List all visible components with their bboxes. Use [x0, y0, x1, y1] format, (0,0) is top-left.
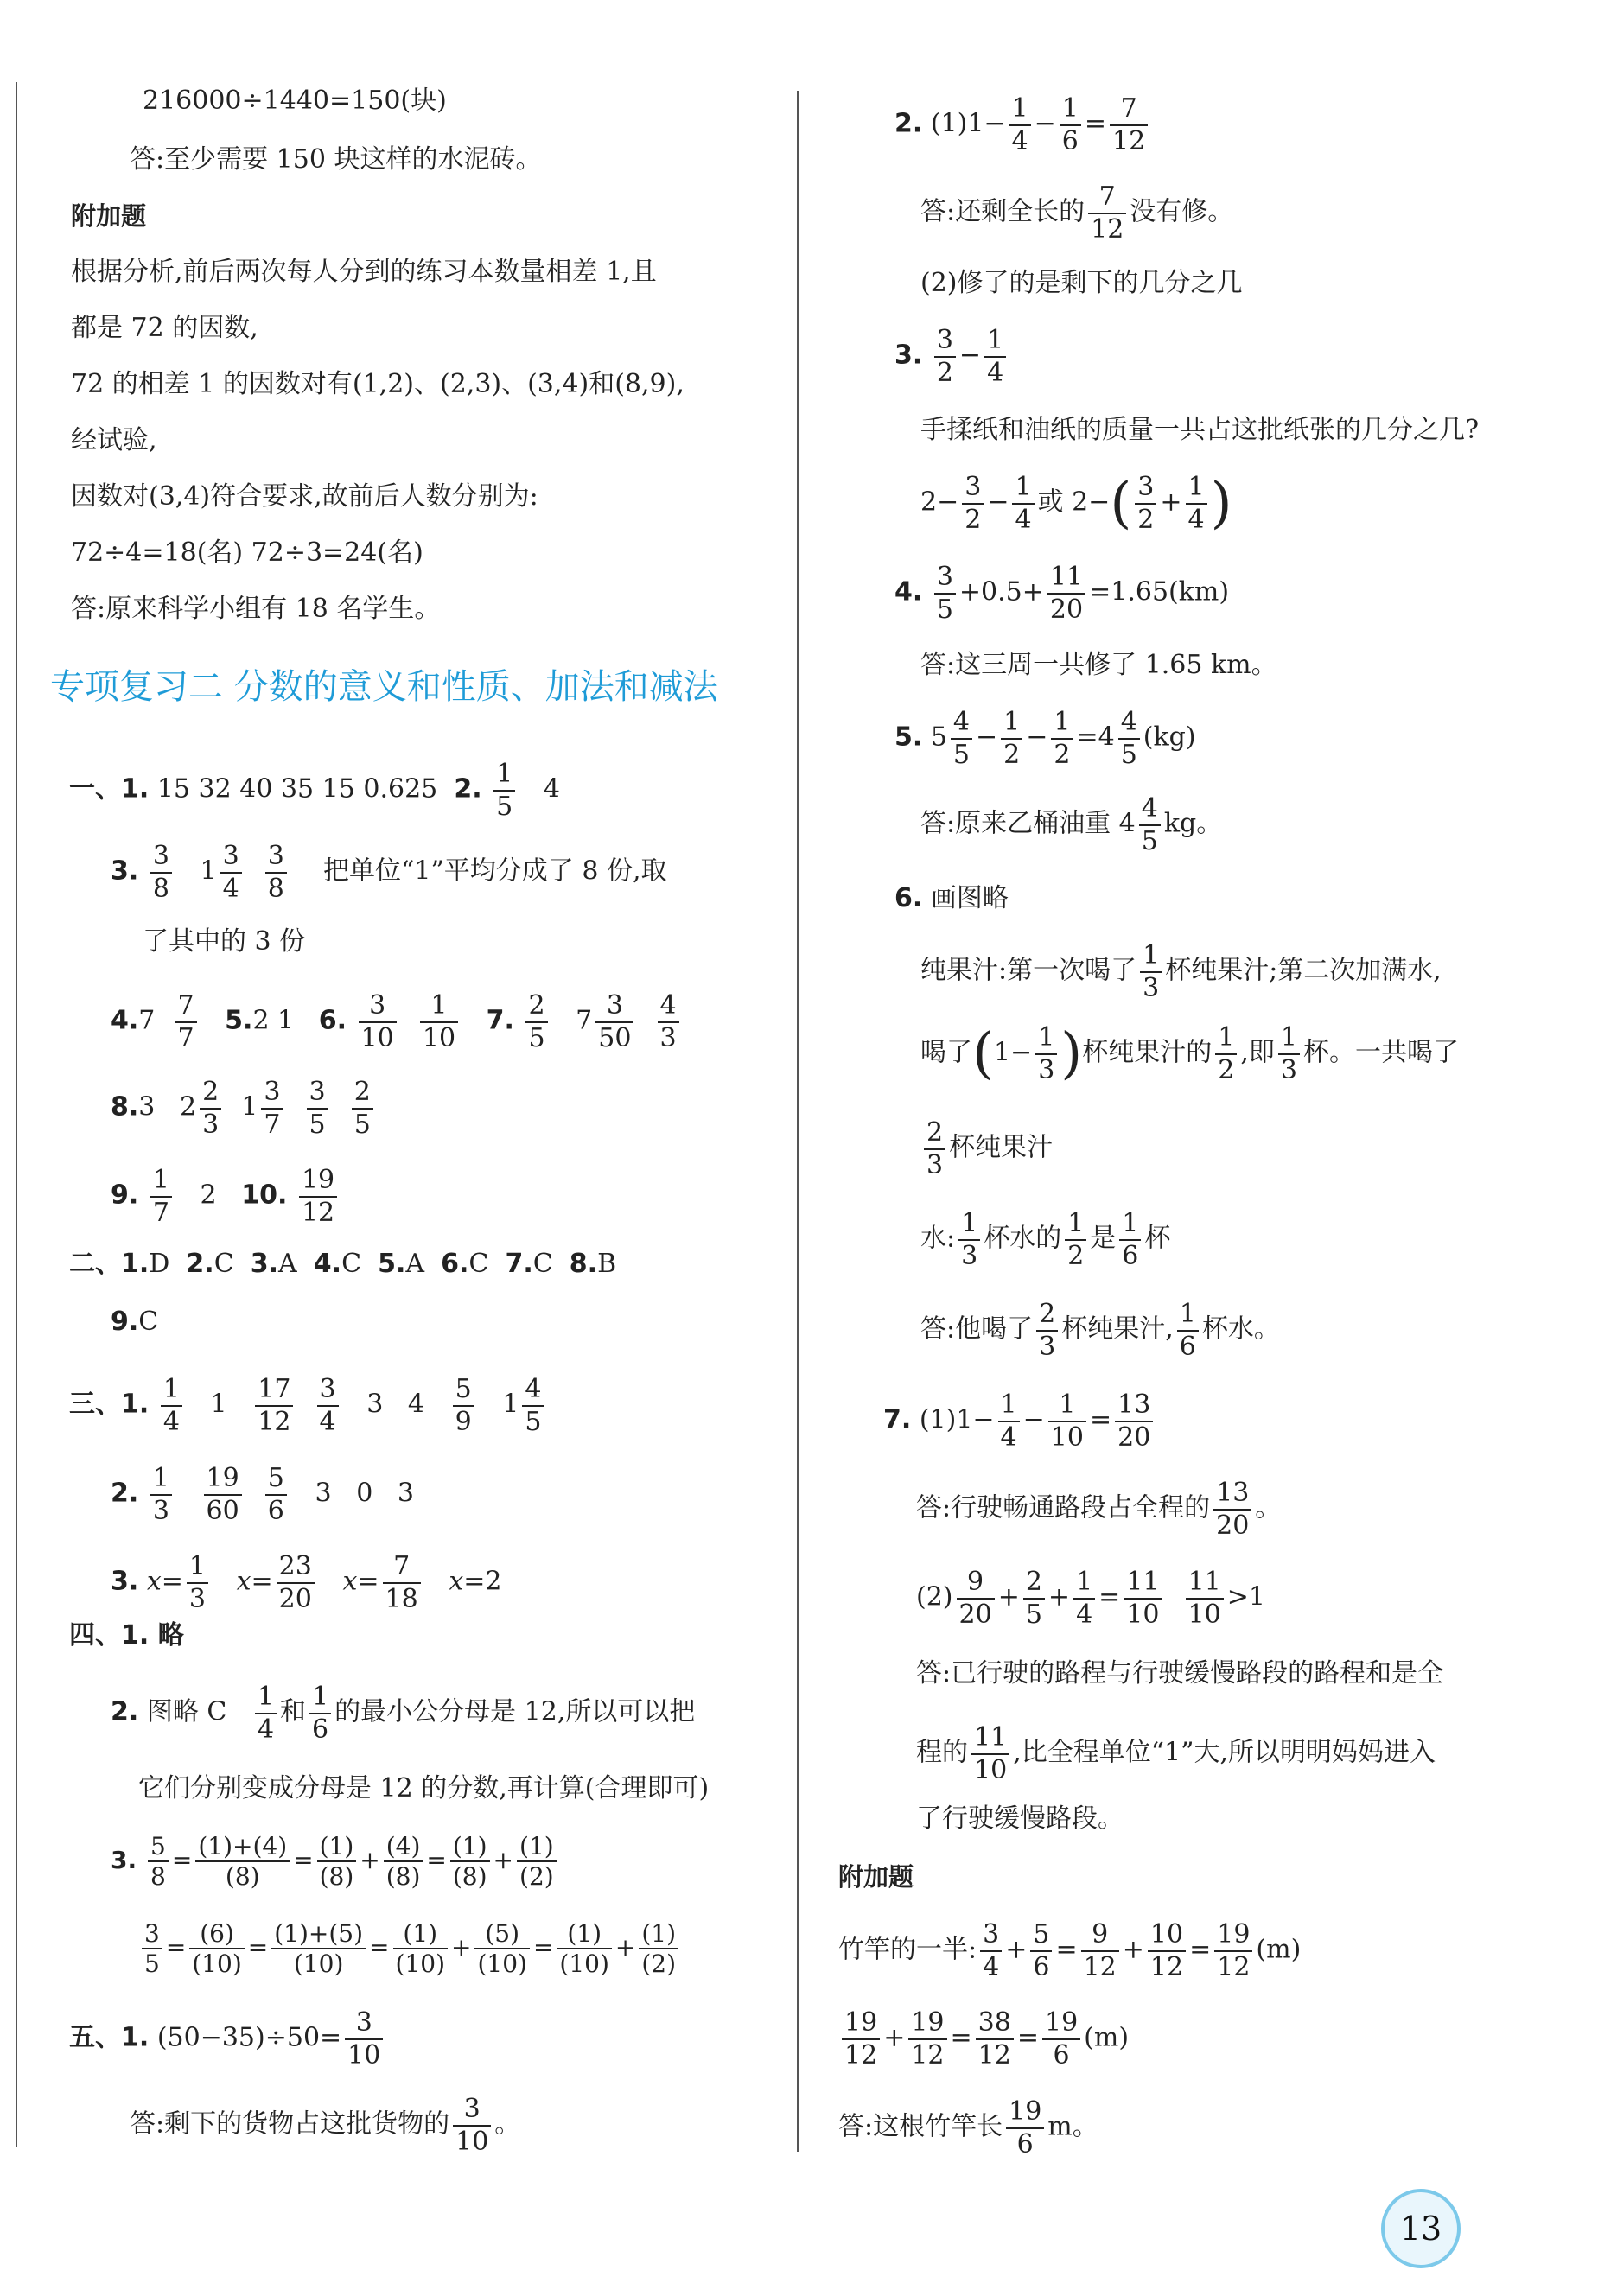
q3-number: 3. [111, 1845, 137, 1874]
section-4-row-3a: 3. $\frac{5}{8}$ = $\frac{(1)+(4)}{(8)}$ = $\frac{(1)}{(8)}$ + $\frac{(4)}{(8)}$ = $\frac{(1)}{(8)}$ + $\frac{(1)}{(2)}$ [111, 1834, 560, 1890]
fraction: $\frac{7}{7}$ [175, 992, 196, 1052]
q3-number: 3. [894, 340, 923, 371]
section-2-row [69, 1251, 616, 1277]
left-margin-line [16, 82, 17, 2147]
answer-text: 答:剩下的货物占这批货物的 [130, 2108, 450, 2140]
q9-number: 9. [111, 1180, 139, 1211]
r-extra-1: 竹竿的一半: $\frac{3}{4}$ + $\frac{5}{6}$ = $\frac{9}{12}$ + $\frac{10}{12}$ = $\frac{19}{12}$ (m) [838, 1919, 1302, 1982]
text: ,比全程单位“1”大,所以明明妈妈进入 [1013, 1737, 1436, 1768]
fraction: $\frac{5}{6}$ [265, 1465, 287, 1524]
fraction: $\frac{1}{6}$ [309, 1683, 331, 1743]
section-1-row-a [69, 760, 560, 820]
fraction: $\frac{4}{5}$ [951, 709, 972, 768]
text: 杯水的 [984, 1223, 1062, 1254]
fraction: $\frac{1}{4}$ [984, 327, 1006, 386]
fraction: $\frac{1}{3}$ [1278, 1024, 1300, 1084]
text: 杯 [1144, 1223, 1171, 1254]
choice-ans: B [597, 1249, 617, 1279]
q2-mid: 和 [280, 1696, 307, 1727]
r-q6-l2: 喝了(1− $\frac{1}{3}$ )杯纯果汁的 $\frac{1}{2}$ ,即 $\frac{1}{3}$ 杯。一共喝了 [920, 1021, 1459, 1086]
section-4-row-3b: $\frac{3}{5}$ = $\frac{(6)}{(10)}$ = $\frac{(1)+(5)}{(10)}$ = $\frac{(1)}{(10)}$ + $\frac{(5)}{(10)}$ = $\frac{(1)}{(10)}$ + $\frac{(1)}{(2)}$ [138, 1921, 682, 1977]
fraction: $\frac{13}{20}$ [1213, 1479, 1251, 1539]
fraction: $\frac{3}{4}$ [980, 1921, 1002, 1981]
r-q7-2: (2) $\frac{9}{20}$ + $\frac{2}{5}$ + $\frac{1}{4}$ = $\frac{11}{10}$ $\frac{11}{10}$ >1 [916, 1567, 1265, 1630]
fraction: $\frac{5}{8}$ [148, 1834, 169, 1890]
section-2-label: 二、 [69, 1249, 121, 1279]
text: 竹竿的一半: [838, 1934, 977, 1965]
fraction: $\frac{(1)}{(8)}$ [450, 1834, 490, 1890]
section-3-row-1: 三、1. $\frac{1}{4}$ 1 $\frac{17}{12}$ $\frac{3}{4}$ 3 4 $\frac{5}{9}$ 1 $\frac{4}{5}$ [69, 1376, 547, 1435]
fraction: $\frac{(1)}{(10)}$ [557, 1921, 611, 1977]
choice-num: 1. [121, 1249, 150, 1279]
choice-num: 7. [505, 1249, 533, 1279]
fraction: $\frac{19}{12}$ [1214, 1921, 1252, 1981]
fraction: $\frac{9}{20}$ [957, 1568, 995, 1628]
q1-values: 15 32 40 35 15 0.625 [156, 773, 438, 805]
fraction: $\frac{3}{5}$ [934, 563, 956, 623]
or-text: 或 2− [1037, 487, 1111, 518]
fraction: $\frac{19}{6}$ [1006, 2098, 1044, 2158]
r-q4: 4. $\frac{3}{5}$ +0.5+ $\frac{11}{20}$ =1.65(km) [894, 562, 1230, 625]
r-q6 [894, 883, 1009, 913]
section-4-row-2 [111, 1683, 695, 1743]
page-number: 13 [1381, 2189, 1461, 2268]
fraction: $\frac{1}{7}$ [150, 1167, 172, 1226]
section-3-row-3: 3. x= $\frac{1}{3}$ x= $\frac{23}{20}$ x= $\frac{7}{18}$ x=2 [111, 1551, 502, 1614]
fraction: $\frac{1}{4}$ [998, 1391, 1020, 1451]
q4-tail: =1.65(km) [1089, 576, 1230, 607]
fraction: $\frac{11}{10}$ [971, 1724, 1009, 1784]
r-q6-ans [920, 1301, 1280, 1360]
fraction: $\frac{13}{20}$ [1115, 1391, 1153, 1451]
q8-number: 8. [111, 1091, 139, 1123]
q4-number: 4. [111, 1005, 139, 1036]
fraction: $\frac{(4)}{(8)}$ [384, 1834, 423, 1890]
r-q5-ans [920, 795, 1222, 855]
text: m。 [1047, 2111, 1098, 2142]
choice-num: 2. [186, 1249, 214, 1279]
q9-number: 9. [111, 1307, 139, 1337]
fraction: $\frac{7}{18}$ [383, 1553, 421, 1612]
fraction: $\frac{1}{4}$ [161, 1376, 182, 1435]
choice-ans: C [213, 1249, 234, 1279]
q2-tail: 的最小公分母是 12,所以可以把 [334, 1696, 696, 1727]
r-extra-ans [838, 2098, 1098, 2158]
r-q3-expr: 2− $\frac{3}{2}$ − $\frac{1}{4}$ 或 2−( $\frac{3}{2}$ + $\frac{1}{4}$ ) [920, 471, 1232, 536]
q2-tail: 4 [543, 773, 560, 805]
section-2-q9 [111, 1309, 158, 1335]
fraction: $\frac{1}{10}$ [420, 992, 458, 1052]
text: 杯。一共喝了 [1303, 1037, 1459, 1068]
extra-line-2: 都是 72 的因数, [71, 313, 258, 343]
fraction: $\frac{4}{3}$ [658, 992, 679, 1052]
fraction: $\frac{2}{3}$ [1036, 1301, 1058, 1360]
text: 杯纯果汁;第二次加满水, [1165, 955, 1442, 986]
fraction: $\frac{3}{2}$ [962, 474, 984, 533]
section-5-label: 五、 [69, 2022, 121, 2053]
extra-line-6: 72÷4=18(名) 72÷3=24(名) [71, 537, 423, 568]
fraction: $\frac{38}{12}$ [976, 2009, 1014, 2069]
q1-expr: (50−35)÷50= [156, 2022, 342, 2053]
fraction: $\frac{3}{4}$ [220, 843, 242, 902]
r-q6-l3 [920, 1119, 1053, 1179]
q5-tail: (kg) [1143, 722, 1196, 753]
fraction: $\frac{19}{60}$ [204, 1465, 242, 1524]
answer-tail: kg。 [1163, 808, 1223, 839]
r-q7-ans2-l3: 了行驶缓慢路段。 [916, 1803, 1124, 1834]
q1-text: 1. 略 [121, 1620, 184, 1650]
q3-number: 3. [111, 855, 139, 887]
fraction: $\frac{3}{5}$ [142, 1921, 162, 1977]
fraction: $\frac{5}{6}$ [1030, 1921, 1052, 1981]
fraction: $\frac{3}{50}$ [595, 992, 633, 1052]
fraction: $\frac{1}{6}$ [1177, 1301, 1199, 1360]
fraction: $\frac{1}{2}$ [1001, 709, 1022, 768]
fraction: $\frac{1}{5}$ [493, 760, 515, 820]
r-q7-1: 7. (1)1− $\frac{1}{4}$ − $\frac{1}{10}$ = $\frac{13}{20}$ [883, 1391, 1156, 1451]
section-4-row-1 [69, 1620, 184, 1650]
fraction: $\frac{4}{5}$ [1118, 709, 1140, 768]
fraction: $\frac{3}{10}$ [359, 992, 397, 1052]
fraction: $\frac{3}{5}$ [307, 1078, 328, 1138]
choice-ans: A [278, 1249, 297, 1279]
q1-number: 1. [121, 773, 150, 805]
text: 程的 [916, 1737, 968, 1768]
answer-line: 答:至少需要 150 块这样的水泥砖。 [130, 144, 542, 175]
choice-num: 5. [378, 1249, 406, 1279]
fraction: $\frac{1}{4}$ [1073, 1568, 1095, 1628]
extra-line-4: 经试验, [71, 425, 157, 455]
choice-ans: C [341, 1249, 362, 1279]
calc-line: 216000÷1440=150(块) [143, 86, 447, 116]
section-title: 专项复习二 分数的意义和性质、加法和减法 [50, 667, 718, 707]
fraction: $\frac{3}{8}$ [150, 843, 172, 902]
q2-number: 2. [894, 108, 923, 139]
fraction: $\frac{(1)}{(10)}$ [393, 1921, 448, 1977]
r-q3-text: 手揉纸和油纸的质量一共占这批纸张的几分之几? [920, 415, 1480, 445]
text: (2) [916, 1581, 953, 1612]
fraction: $\frac{17}{12}$ [255, 1376, 293, 1435]
q7-number: 7. [883, 1404, 912, 1435]
text: 答:这根竹竿长 [838, 2111, 1003, 2142]
fraction: $\frac{19}{12}$ [842, 2009, 880, 2069]
fraction: $\frac{2}{3}$ [200, 1078, 221, 1138]
extra-line-7: 答:原来科学小组有 18 名学生。 [71, 594, 441, 624]
fraction: $\frac{3}{2}$ [1135, 474, 1156, 533]
fraction: $\frac{4}{5}$ [522, 1376, 544, 1435]
q2-number: 2. [111, 1478, 139, 1509]
fraction: $\frac{1}{6}$ [1060, 95, 1081, 155]
fraction: $\frac{1}{4}$ [1012, 474, 1034, 533]
fraction: $\frac{9}{12}$ [1081, 1921, 1119, 1981]
fraction: $\frac{19}{6}$ [1042, 2009, 1080, 2069]
fraction: $\frac{1}{3}$ [1035, 1024, 1057, 1084]
section-3-label: 三、 [69, 1389, 121, 1420]
section-4-row-2-cont: 它们分别变成分母是 12 的分数,再计算(合理即可) [138, 1773, 710, 1803]
fraction: $\frac{1}{3}$ [150, 1465, 172, 1524]
fraction: $\frac{11}{10}$ [1124, 1568, 1162, 1628]
fraction: $\frac{1}{3}$ [958, 1210, 980, 1269]
choice-num: 8. [569, 1249, 598, 1279]
text: ,即 [1240, 1037, 1275, 1068]
q6-number: 6. [894, 883, 923, 913]
r-extra-2: $\frac{19}{12}$ + $\frac{19}{12}$ = $\frac{38}{12}$ = $\frac{19}{6}$ (m) [838, 2009, 1129, 2069]
fraction: $\frac{23}{20}$ [277, 1553, 315, 1612]
choice-num: 4. [313, 1249, 342, 1279]
fraction: $\frac{11}{20}$ [1047, 563, 1085, 623]
q2-text: 图略 C [146, 1696, 227, 1727]
r-q4-ans: 答:这三周一共修了 1.65 km。 [920, 650, 1277, 680]
section-3-row-2: 2. $\frac{1}{3}$ $\frac{19}{60}$ $\frac{5}{6}$ 3 0 3 [111, 1463, 414, 1526]
fraction: $\frac{(1)+(5)}{(10)}$ [271, 1921, 366, 1977]
extra-line-3: 72 的相差 1 的因数对有(1,2)、(2,3)、(3,4)和(8,9), [71, 369, 684, 399]
fraction: $\frac{2}{5}$ [1023, 1568, 1045, 1628]
fraction: $\frac{(6)}{(10)}$ [189, 1921, 244, 1977]
column-divider [797, 91, 799, 2152]
text: 喝了 [920, 1037, 972, 1068]
choice-num: 6. [441, 1249, 469, 1279]
fraction: $\frac{1}{2}$ [1215, 1024, 1237, 1084]
choice-ans: C [468, 1249, 489, 1279]
text: 杯纯果汁 [949, 1132, 1054, 1163]
fraction: $\frac{(1)}{(2)}$ [639, 1921, 678, 1977]
text: 杯纯果汁, [1061, 1313, 1174, 1345]
r-q5: 5. 5 $\frac{4}{5}$ − $\frac{1}{2}$ − $\frac{1}{2}$ =4 $\frac{4}{5}$ (kg) [894, 707, 1196, 770]
fraction: $\frac{1}{2}$ [1065, 1210, 1086, 1269]
q3-number: 3. [111, 1566, 139, 1597]
r-q7-ans1: 答:行驶畅通路段占全程的 $\frac{13}{20}$ 。 [916, 1478, 1282, 1541]
fraction: $\frac{1}{2}$ [1051, 709, 1073, 768]
fraction: $\frac{11}{10}$ [1186, 1568, 1224, 1628]
r-q6-l4 [920, 1210, 1170, 1269]
r-q6-l1 [920, 942, 1442, 1002]
fraction: $\frac{7}{12}$ [1088, 183, 1126, 243]
section-5-row-1 [69, 2009, 386, 2069]
fraction: $\frac{4}{5}$ [1139, 795, 1161, 855]
q5-number: 5. [225, 1005, 253, 1036]
r-extra-title: 附加题 [838, 1862, 914, 1892]
r-q2-ans [920, 183, 1233, 243]
fraction: $\frac{(1)}{(8)}$ [317, 1834, 357, 1890]
section-1-row-e: 9. $\frac{1}{7}$ 2 10. $\frac{19}{12}$ [111, 1167, 341, 1226]
fraction: $\frac{10}{12}$ [1148, 1921, 1186, 1981]
r-q2-2: (2)修了的是剩下的几分之几 [920, 268, 1243, 298]
fraction: $\frac{1}{4}$ [1009, 95, 1031, 155]
fraction: $\frac{1}{10}$ [1048, 1391, 1086, 1451]
q6-number: 6. [318, 1005, 347, 1036]
q1-number: 1. [121, 2022, 150, 2053]
text: 水: [920, 1223, 956, 1254]
section-5-answer: 答:剩下的货物占这批货物的 $\frac{3}{10}$ 。 [130, 2094, 521, 2157]
q3-continued: 了其中的 3 份 [143, 926, 306, 957]
fraction: $\frac{2}{5}$ [525, 992, 547, 1052]
q2-number: 2. [454, 773, 482, 805]
answer-tail: 没有修。 [1130, 196, 1234, 227]
fraction: $\frac{1}{6}$ [1119, 1210, 1141, 1269]
fraction: $\frac{19}{12}$ [908, 2009, 946, 2069]
text: (1)1− [919, 1404, 995, 1435]
r-q3: 3. $\frac{3}{2}$ − $\frac{1}{4}$ [894, 327, 1009, 386]
fraction: $\frac{1}{3}$ [187, 1553, 208, 1612]
r-q2-1: 2. (1)1− $\frac{1}{4}$ − $\frac{1}{6}$ = $\frac{7}{12}$ [894, 95, 1151, 155]
fraction: $\frac{(1)}{(2)}$ [517, 1834, 557, 1890]
section-4-label: 四、 [69, 1620, 121, 1650]
q5-values: 2 1 [252, 1005, 295, 1036]
q2-number: 2. [111, 1696, 139, 1727]
text: 是 [1090, 1223, 1117, 1254]
extra-title: 附加题 [71, 201, 147, 231]
fraction: $\frac{(5)}{(10)}$ [474, 1921, 529, 1977]
text: 杯纯果汁的 [1082, 1037, 1213, 1068]
q6-title: 画图略 [930, 883, 1009, 913]
fraction: $\frac{7}{12}$ [1110, 95, 1148, 155]
text: 纯果汁:第一次喝了 [920, 955, 1137, 986]
q10-number: 10. [241, 1180, 288, 1211]
q2-1-label: (1)1− [930, 108, 1006, 139]
fraction: $\frac{1}{4}$ [255, 1683, 277, 1743]
choice-num: 3. [250, 1249, 279, 1279]
fraction: $\frac{1}{4}$ [1186, 474, 1207, 533]
section-1-row-b: 3. $\frac{3}{8}$ 1 $\frac{3}{4}$ $\frac{3}{8}$ 把单位“1”平均分成了 8 份,取 [111, 841, 667, 904]
text: 杯水。 [1201, 1313, 1280, 1345]
fraction: $\frac{5}{9}$ [453, 1376, 474, 1435]
q4-number: 4. [894, 576, 923, 607]
fraction: $\frac{3}{10}$ [453, 2096, 491, 2155]
q1-number: 1. [121, 1389, 150, 1420]
extra-line-1: 根据分析,前后两次每人分到的练习本数量相差 1,且 [71, 257, 657, 287]
extra-line-5: 因数对(3,4)符合要求,故前后人数分别为: [71, 481, 538, 512]
q9-value: C [138, 1307, 159, 1337]
answer-text: 答:原来乙桶油重 4 [920, 808, 1136, 839]
choice-ans: C [532, 1249, 553, 1279]
fraction: $\frac{3}{10}$ [345, 2009, 383, 2069]
text: 答:行驶畅通路段占全程的 [916, 1492, 1211, 1523]
fraction: $\frac{3}{7}$ [261, 1078, 283, 1138]
section-1-row-d: 8.3 2 $\frac{2}{3}$ 1 $\frac{3}{7}$ $\frac{3}{5}$ $\frac{2}{5}$ [111, 1078, 377, 1138]
fraction: $\frac{1}{3}$ [1140, 942, 1162, 1002]
text: 答:他喝了 [920, 1313, 1034, 1345]
fraction: $\frac{3}{2}$ [934, 327, 956, 386]
choice-ans: A [405, 1249, 425, 1279]
fraction: $\frac{2}{5}$ [352, 1078, 373, 1138]
fraction: $\frac{3}{8}$ [265, 843, 287, 902]
r-q7-ans2-l2 [916, 1724, 1436, 1784]
section-1-row-c: 4.7 $\frac{7}{7}$ 5.2 1 6. $\frac{3}{10}$ $\frac{1}{10}$ 7. $\frac{2}{5}$ 7 $\frac{3}{50}$ $\frac{4}{3}$ [111, 992, 683, 1052]
section-1-label: 一、 [69, 773, 121, 805]
fraction: $\frac{2}{3}$ [924, 1119, 945, 1179]
q5-number: 5. [894, 722, 923, 753]
choice-ans: D [149, 1249, 170, 1279]
r-q7-ans2-l1: 答:已行驶的路程与行驶缓慢路段的路程和是全 [916, 1658, 1444, 1689]
q7-number: 7. [486, 1005, 514, 1036]
fraction: $\frac{19}{12}$ [299, 1167, 337, 1226]
q3-text: 把单位“1”平均分成了 8 份,取 [323, 855, 667, 887]
fraction: $\frac{(1)+(4)}{(8)}$ [195, 1834, 290, 1890]
fraction: $\frac{3}{4}$ [317, 1376, 339, 1435]
answer-text: 答:还剩全长的 [920, 196, 1085, 227]
